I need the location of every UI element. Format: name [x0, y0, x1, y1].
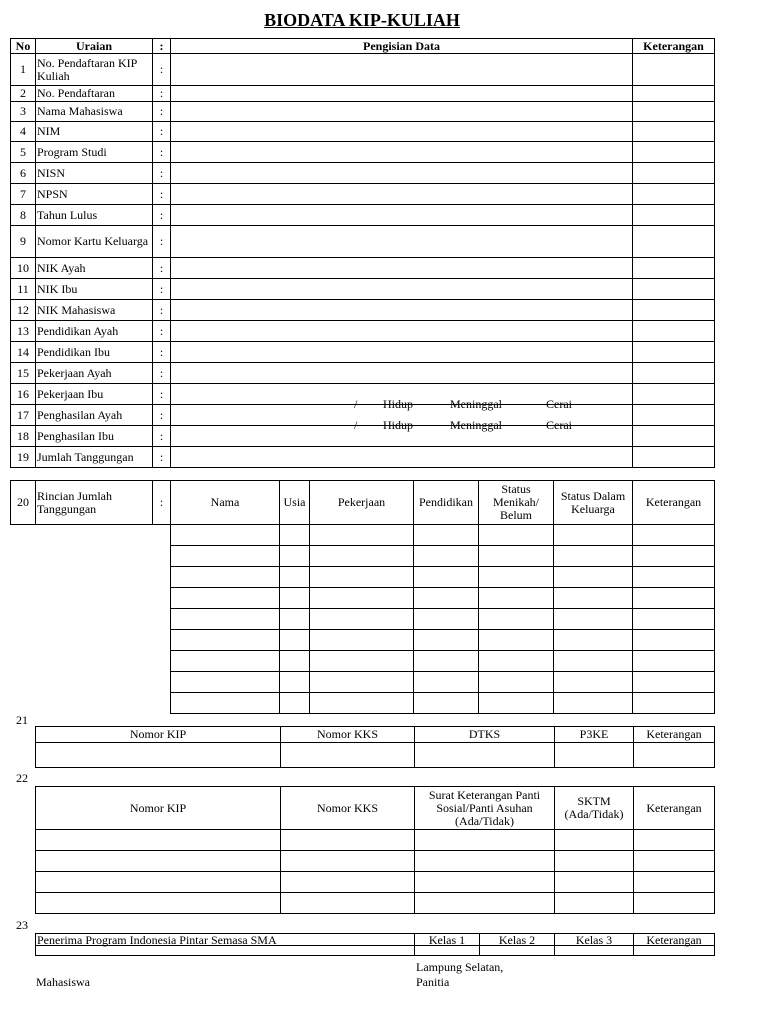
input-cell[interactable]: [480, 946, 555, 956]
table-row: [11, 342, 715, 363]
spacer-cell: [11, 630, 36, 651]
input-cell[interactable]: [280, 672, 310, 693]
row-label: No. Pendaftaran KIP Kuliah: [36, 54, 153, 86]
input-cell[interactable]: [555, 872, 634, 893]
input-cell[interactable]: [36, 743, 281, 768]
section-21-number: 21: [16, 713, 28, 727]
header-status-menikah: Status Menikah/ Belum: [479, 481, 554, 525]
header-nomor-kip: Nomor KIP: [36, 727, 281, 743]
row-colon: :: [153, 102, 171, 122]
data-input-cell[interactable]: [171, 86, 633, 102]
input-cell[interactable]: [310, 672, 414, 693]
row-number: 7: [11, 184, 36, 205]
input-cell[interactable]: [634, 893, 715, 914]
input-cell[interactable]: [554, 630, 633, 651]
footer-panitia: Panitia: [416, 975, 450, 989]
row-number: 13: [11, 321, 36, 342]
keterangan-input-cell[interactable]: [633, 405, 715, 426]
spacer-cell: [36, 567, 153, 588]
keterangan-input-cell[interactable]: [633, 342, 715, 363]
data-input-cell[interactable]: [171, 279, 633, 300]
spacer-cell: [153, 525, 171, 546]
keterangan-input-cell[interactable]: [633, 226, 715, 258]
spacer-cell: [36, 588, 153, 609]
table-row: [11, 300, 715, 321]
input-cell[interactable]: [633, 651, 715, 672]
table-row: [11, 405, 715, 426]
table-row: [36, 872, 715, 893]
input-cell[interactable]: [554, 672, 633, 693]
input-cell[interactable]: [633, 609, 715, 630]
keterangan-input-cell[interactable]: [633, 122, 715, 142]
section-22-number: 22: [16, 771, 28, 785]
table-row: [11, 258, 715, 279]
spacer-cell: [11, 672, 36, 693]
row-label: Nama Mahasiswa: [36, 102, 153, 122]
data-input-cell[interactable]: [171, 122, 633, 142]
input-cell[interactable]: [171, 567, 280, 588]
input-cell[interactable]: [555, 946, 634, 956]
input-cell[interactable]: [415, 946, 480, 956]
input-cell[interactable]: [310, 693, 414, 714]
row-colon: :: [153, 226, 171, 258]
input-cell[interactable]: [281, 893, 415, 914]
input-cell[interactable]: [479, 630, 554, 651]
data-input-cell[interactable]: [171, 102, 633, 122]
table-row: [11, 426, 715, 447]
spacer-cell: [11, 567, 36, 588]
spacer-cell: [36, 525, 153, 546]
input-cell[interactable]: [281, 851, 415, 872]
row-label: NIK Mahasiswa: [36, 300, 153, 321]
input-cell[interactable]: [414, 630, 479, 651]
row-colon: :: [153, 447, 171, 468]
input-cell[interactable]: [479, 525, 554, 546]
input-cell[interactable]: [280, 609, 310, 630]
input-cell[interactable]: [415, 851, 555, 872]
section-22-table: [35, 786, 715, 914]
input-cell[interactable]: [280, 525, 310, 546]
header-keterangan: Keterangan: [634, 787, 715, 830]
spacer-cell: [36, 609, 153, 630]
header-kelas-2: Kelas 2: [480, 934, 555, 946]
status-option-slash: /: [354, 418, 358, 432]
input-cell[interactable]: [554, 651, 633, 672]
row-number: 16: [11, 384, 36, 405]
input-cell[interactable]: [554, 693, 633, 714]
spacer-cell: [36, 651, 153, 672]
input-cell[interactable]: [171, 588, 280, 609]
input-cell[interactable]: [479, 546, 554, 567]
data-input-cell[interactable]: [171, 447, 633, 468]
table-row: [36, 851, 715, 872]
row-number: 3: [11, 102, 36, 122]
input-cell[interactable]: [281, 743, 415, 768]
spacer-cell: [153, 567, 171, 588]
header-surat-keterangan-panti: Surat Keterangan Panti Sosial/Panti Asuhan (Ada/Tidak): [415, 787, 555, 830]
row-number: 4: [11, 122, 36, 142]
input-cell[interactable]: [36, 830, 281, 851]
table-row: [11, 567, 715, 588]
header-sktm: SKTM (Ada/Tidak): [555, 787, 634, 830]
footer-mahasiswa: Mahasiswa: [36, 975, 90, 989]
keterangan-input-cell[interactable]: [633, 363, 715, 384]
input-cell[interactable]: [415, 893, 555, 914]
input-cell[interactable]: [414, 525, 479, 546]
row-number: 18: [11, 426, 36, 447]
header-penerima-pip: Penerima Program Indonesia Pintar Semasa SMA: [36, 934, 415, 946]
row-number: 15: [11, 363, 36, 384]
input-cell[interactable]: [171, 609, 280, 630]
input-cell[interactable]: [634, 851, 715, 872]
table-row: [11, 86, 715, 102]
row-colon: :: [153, 54, 171, 86]
input-cell[interactable]: [479, 609, 554, 630]
spacer-cell: [11, 525, 36, 546]
input-cell[interactable]: [171, 651, 280, 672]
input-cell[interactable]: [280, 693, 310, 714]
input-cell[interactable]: [633, 672, 715, 693]
status-option-cerai: Cerai: [546, 397, 572, 411]
input-cell[interactable]: [633, 693, 715, 714]
input-cell[interactable]: [479, 693, 554, 714]
table-row: [11, 630, 715, 651]
input-cell[interactable]: [479, 672, 554, 693]
row-label: Tahun Lulus: [36, 205, 153, 226]
row-number: 20: [11, 481, 36, 525]
header-colon: :: [153, 39, 171, 54]
input-cell[interactable]: [414, 546, 479, 567]
row-label: Pendidikan Ayah: [36, 321, 153, 342]
spacer-cell: [11, 651, 36, 672]
row-label: NIK Ayah: [36, 258, 153, 279]
spacer-cell: [36, 546, 153, 567]
input-cell[interactable]: [415, 743, 555, 768]
row-colon: :: [153, 163, 171, 184]
header-pekerjaan: Pekerjaan: [310, 481, 414, 525]
row-colon: :: [153, 481, 171, 525]
row-label: No. Pendaftaran: [36, 86, 153, 102]
table-row: [11, 122, 715, 142]
input-cell[interactable]: [555, 830, 634, 851]
header-usia: Usia: [280, 481, 310, 525]
data-input-cell[interactable]: [171, 54, 633, 86]
input-cell[interactable]: [414, 588, 479, 609]
row-number: 19: [11, 447, 36, 468]
data-input-cell[interactable]: [171, 226, 633, 258]
input-cell[interactable]: [36, 851, 281, 872]
row-number: 11: [11, 279, 36, 300]
spacer-cell: [153, 651, 171, 672]
footer-place: Lampung Selatan,: [416, 960, 504, 974]
data-input-cell[interactable]: [171, 418, 633, 447]
header-p3ke: P3KE: [555, 727, 634, 743]
status-option-meninggal: Meninggal: [450, 418, 502, 432]
row-number: 17: [11, 405, 36, 426]
row-label: NIM: [36, 122, 153, 142]
header-keterangan: Keterangan: [633, 39, 715, 54]
table-row: [11, 363, 715, 384]
input-cell[interactable]: [280, 546, 310, 567]
input-cell[interactable]: [555, 893, 634, 914]
status-option-meninggal: Meninggal: [450, 397, 502, 411]
status-option-slash: /: [354, 397, 358, 411]
row-number: 9: [11, 226, 36, 258]
input-cell[interactable]: [633, 525, 715, 546]
table-row: [11, 384, 715, 405]
row-colon: :: [153, 142, 171, 163]
table-row: [11, 651, 715, 672]
table-row: [11, 447, 715, 468]
input-cell[interactable]: [171, 630, 280, 651]
table-row: [11, 184, 715, 205]
input-cell[interactable]: [554, 525, 633, 546]
row-colon: :: [153, 258, 171, 279]
keterangan-input-cell[interactable]: [633, 258, 715, 279]
input-cell[interactable]: [310, 525, 414, 546]
input-cell[interactable]: [414, 609, 479, 630]
data-input-cell[interactable]: [171, 163, 633, 184]
row-number: 6: [11, 163, 36, 184]
input-cell[interactable]: [171, 525, 280, 546]
section-20-table: [10, 480, 715, 714]
row-colon: :: [153, 342, 171, 363]
keterangan-input-cell[interactable]: [633, 163, 715, 184]
row-label: Pendidikan Ibu: [36, 342, 153, 363]
row-label: NIK Ibu: [36, 279, 153, 300]
section-21-table: [35, 726, 715, 768]
keterangan-input-cell[interactable]: [633, 184, 715, 205]
row-number: 2: [11, 86, 36, 102]
table-row: [36, 830, 715, 851]
row-label: Penghasilan Ibu: [36, 426, 153, 447]
spacer-cell: [11, 588, 36, 609]
input-cell[interactable]: [479, 588, 554, 609]
header-pengisian-data: Pengisian Data: [171, 39, 633, 54]
input-cell[interactable]: [633, 630, 715, 651]
section-23-table: [35, 933, 715, 956]
header-kelas-1: Kelas 1: [415, 934, 480, 946]
keterangan-input-cell[interactable]: [633, 300, 715, 321]
spacer-cell: [153, 546, 171, 567]
row-number: 12: [11, 300, 36, 321]
header-pendidikan: Pendidikan: [414, 481, 479, 525]
row-label: Penghasilan Ayah: [36, 405, 153, 426]
input-cell[interactable]: [633, 588, 715, 609]
keterangan-input-cell[interactable]: [633, 384, 715, 405]
keterangan-input-cell[interactable]: [633, 426, 715, 447]
input-cell[interactable]: [310, 546, 414, 567]
header-keterangan: Keterangan: [633, 481, 715, 525]
keterangan-input-cell[interactable]: [633, 447, 715, 468]
keterangan-input-cell[interactable]: [633, 142, 715, 163]
table-row: [36, 893, 715, 914]
row-colon: :: [153, 321, 171, 342]
header-status-keluarga: Status Dalam Keluarga: [554, 481, 633, 525]
row-label: Pekerjaan Ayah: [36, 363, 153, 384]
row-label: Rincian Jumlah Tanggungan: [36, 481, 153, 525]
header-keterangan: Keterangan: [634, 934, 715, 946]
input-cell[interactable]: [554, 588, 633, 609]
input-cell[interactable]: [310, 651, 414, 672]
table-row: [11, 546, 715, 567]
row-colon: :: [153, 205, 171, 226]
input-cell[interactable]: [310, 588, 414, 609]
data-input-cell[interactable]: [171, 342, 633, 363]
input-cell[interactable]: [281, 872, 415, 893]
data-input-cell[interactable]: [171, 142, 633, 163]
row-number: 5: [11, 142, 36, 163]
data-input-cell[interactable]: [171, 258, 633, 279]
row-label: Nomor Kartu Keluarga: [36, 226, 153, 258]
row-colon: :: [153, 405, 171, 426]
header-uraian: Uraian: [36, 39, 153, 54]
input-cell[interactable]: [554, 609, 633, 630]
input-cell[interactable]: [479, 567, 554, 588]
row-number: 14: [11, 342, 36, 363]
input-cell[interactable]: [634, 743, 715, 768]
input-cell[interactable]: [634, 946, 715, 956]
row-colon: :: [153, 279, 171, 300]
header-keterangan: Keterangan: [634, 727, 715, 743]
row-colon: :: [153, 384, 171, 405]
spacer-cell: [153, 672, 171, 693]
table-row: [11, 54, 715, 86]
table-row: [11, 588, 715, 609]
keterangan-input-cell[interactable]: [633, 205, 715, 226]
header-kelas-3: Kelas 3: [555, 934, 634, 946]
row-colon: :: [153, 363, 171, 384]
spacer-cell: [11, 546, 36, 567]
input-cell[interactable]: [36, 872, 281, 893]
spacer-cell: [153, 588, 171, 609]
keterangan-input-cell[interactable]: [633, 86, 715, 102]
table-row: [11, 279, 715, 300]
input-cell[interactable]: [634, 872, 715, 893]
input-cell[interactable]: [414, 651, 479, 672]
input-cell[interactable]: [555, 743, 634, 768]
header-nomor-kks: Nomor KKS: [281, 787, 415, 830]
input-cell[interactable]: [633, 546, 715, 567]
row-label: Pekerjaan Ibu: [36, 384, 153, 405]
input-cell[interactable]: [171, 546, 280, 567]
spacer-cell: [11, 693, 36, 714]
input-cell[interactable]: [414, 672, 479, 693]
input-cell[interactable]: [479, 651, 554, 672]
header-nama: Nama: [171, 481, 280, 525]
row-label: NPSN: [36, 184, 153, 205]
keterangan-input-cell[interactable]: [633, 279, 715, 300]
input-cell[interactable]: [554, 567, 633, 588]
row-colon: :: [153, 122, 171, 142]
spacer-cell: [36, 630, 153, 651]
input-cell[interactable]: [36, 893, 281, 914]
table-row: [11, 226, 715, 258]
data-input-cell[interactable]: [171, 184, 633, 205]
spacer-cell: [153, 630, 171, 651]
input-cell[interactable]: [415, 830, 555, 851]
data-input-cell[interactable]: [171, 205, 633, 226]
data-input-cell[interactable]: [171, 300, 633, 321]
input-cell[interactable]: [310, 609, 414, 630]
input-cell[interactable]: [280, 630, 310, 651]
row-colon: :: [153, 300, 171, 321]
table-row: [11, 609, 715, 630]
page-title: BIODATA KIP-KULIAH: [264, 10, 460, 30]
spacer-cell: [11, 609, 36, 630]
input-cell[interactable]: [280, 588, 310, 609]
keterangan-input-cell[interactable]: [633, 54, 715, 86]
input-cell[interactable]: [280, 651, 310, 672]
row-number: 10: [11, 258, 36, 279]
row-number: 1: [11, 54, 36, 86]
input-cell[interactable]: [171, 693, 280, 714]
row-number: 8: [11, 205, 36, 226]
table-row: [11, 142, 715, 163]
data-input-cell[interactable]: [171, 363, 633, 384]
input-cell[interactable]: [554, 546, 633, 567]
input-cell[interactable]: [414, 693, 479, 714]
row-colon: :: [153, 426, 171, 447]
table-row: [11, 321, 715, 342]
status-option-hidup: Hidup: [383, 418, 413, 432]
input-cell[interactable]: [555, 851, 634, 872]
input-cell[interactable]: [633, 567, 715, 588]
row-colon: :: [153, 86, 171, 102]
input-cell[interactable]: [36, 946, 415, 956]
header-no: No: [11, 39, 36, 54]
input-cell[interactable]: [634, 830, 715, 851]
input-cell[interactable]: [280, 567, 310, 588]
row-label: NISN: [36, 163, 153, 184]
table-row: [11, 525, 715, 546]
row-colon: :: [153, 184, 171, 205]
spacer-cell: [153, 609, 171, 630]
table-row: [11, 672, 715, 693]
header-dtks: DTKS: [415, 727, 555, 743]
spacer-cell: [36, 693, 153, 714]
status-option-cerai: Cerai: [546, 418, 572, 432]
row-label: Jumlah Tanggungan: [36, 447, 153, 468]
data-input-cell[interactable]: [171, 321, 633, 342]
input-cell[interactable]: [310, 567, 414, 588]
table-row: [11, 693, 715, 714]
table-row: [11, 102, 715, 122]
table-row: [11, 163, 715, 184]
section-23-number: 23: [16, 918, 28, 932]
table-row: [11, 205, 715, 226]
header-nomor-kks: Nomor KKS: [281, 727, 415, 743]
input-cell[interactable]: [414, 567, 479, 588]
spacer-cell: [36, 672, 153, 693]
input-cell[interactable]: [415, 872, 555, 893]
main-biodata-table: [10, 38, 715, 468]
keterangan-input-cell[interactable]: [633, 321, 715, 342]
spacer-cell: [153, 693, 171, 714]
status-option-hidup: Hidup: [383, 397, 413, 411]
input-cell[interactable]: [171, 672, 280, 693]
input-cell[interactable]: [310, 630, 414, 651]
row-label: Program Studi: [36, 142, 153, 163]
keterangan-input-cell[interactable]: [633, 102, 715, 122]
header-nomor-kip: Nomor KIP: [36, 787, 281, 830]
input-cell[interactable]: [281, 830, 415, 851]
